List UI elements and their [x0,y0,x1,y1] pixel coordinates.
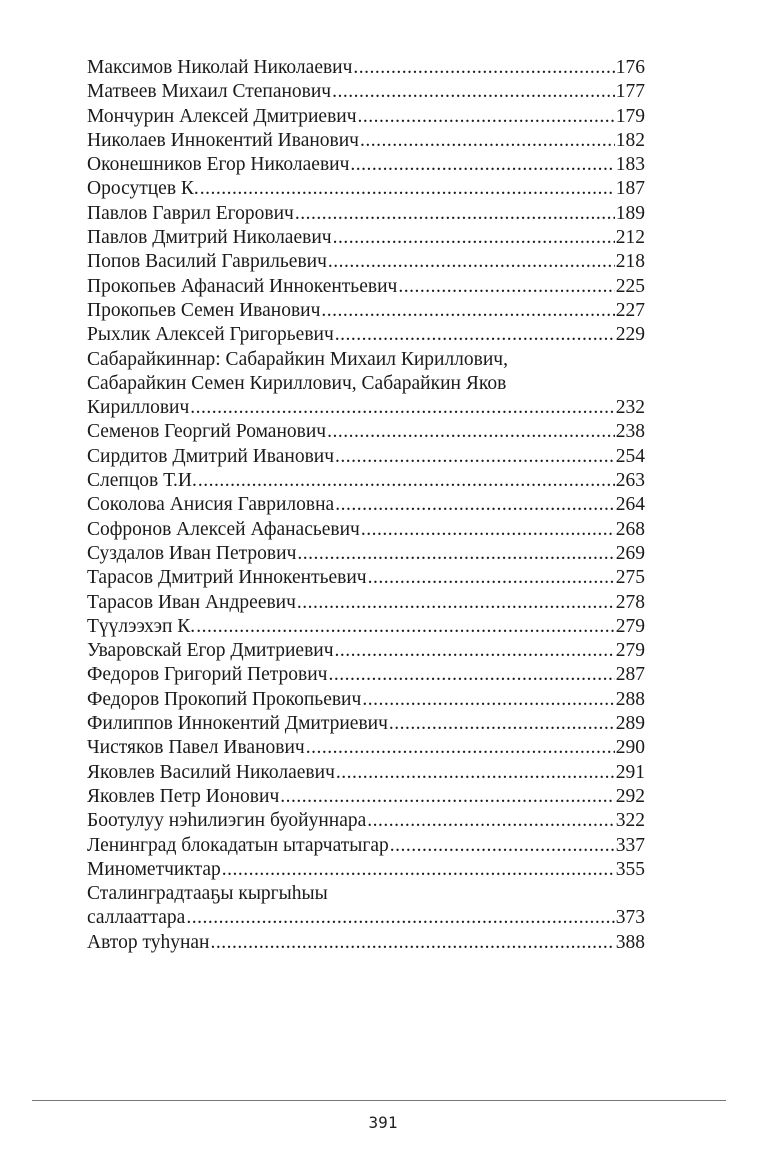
dot-leader [335,493,615,517]
dot-leader [321,299,614,323]
dot-leader [390,834,615,858]
toc-entry [87,834,645,858]
dot-leader [280,785,615,809]
toc-entry-page: 288 [615,688,645,710]
toc-entry-page: 212 [615,227,645,249]
toc-entry [87,105,645,129]
toc-entry [87,396,645,420]
toc-entry-page: 218 [615,251,645,273]
toc-entry-title: Федоров Григорий Петрович [87,664,328,686]
dot-leader [335,639,615,663]
dot-leader [222,858,615,882]
toc-entry [87,202,645,226]
dot-leader [335,323,615,347]
page-number: 391 [368,1113,398,1132]
toc-entry-title: Федоров Прокопий Прокопьевич [87,688,362,710]
toc-entry [87,323,645,347]
toc-entry [87,80,645,104]
toc-entry-page: 232 [615,397,645,419]
toc-entry [87,809,645,833]
toc-entry-page: 238 [615,421,645,443]
dot-leader [358,105,615,129]
toc-entry [87,615,645,639]
toc-entry [87,639,645,663]
toc-entry [87,275,645,299]
toc-entry-title: Кириллович [87,397,190,419]
dot-leader [333,226,615,250]
toc-entry-title: Слепцов Т.И. [87,470,197,492]
toc-entry-title: Мончурин Алексей Дмитриевич [87,105,357,127]
toc-entry [87,299,645,323]
toc-entry-title: Уваровскай Егор Дмитриевич [87,640,334,662]
dot-leader [329,663,615,687]
dot-leader [368,566,615,590]
dot-leader [196,615,615,639]
dot-leader [190,396,614,420]
toc-entry-page: 268 [615,518,645,540]
dot-leader [198,469,615,493]
toc-entry-page: 227 [615,299,645,321]
toc-entry-page: 388 [615,931,645,953]
toc-entry-page: 182 [615,129,645,151]
toc-entry [87,688,645,712]
toc-entry-title: Соколова Анисия Гавриловна [87,494,335,516]
dot-leader [335,445,615,469]
toc-entry-title: Софронов Алексей Афанасьевич [87,518,360,540]
toc-entry-title: Яковлев Василий Николаевич [87,761,335,783]
toc-entry-page: 229 [615,324,645,346]
toc-entry-title: Ленинград блокадатын ытарчатыгар [87,834,389,856]
toc-entry-page: 337 [615,834,645,856]
toc-entry-page: 279 [615,615,645,637]
dot-leader [200,177,615,201]
toc-entry-title: Сирдитов Дмитрий Иванович [87,445,335,467]
toc-entry [87,493,645,517]
toc-entry-page: 176 [615,57,645,78]
toc-entry-title: Прокопьев Афанасий Иннокентьевич [87,275,398,297]
toc-entry-title: Сабарайкин Семен Кириллович, Сабарайкин Яков [87,372,507,394]
toc-entry-title: Прокопьев Семен Иванович [87,299,321,321]
toc-entry [87,663,645,687]
toc-entry-page: 287 [615,664,645,686]
dot-leader [398,275,614,299]
toc-entry-page: 279 [615,640,645,662]
dot-leader [360,129,615,153]
toc-entry [87,226,645,250]
toc-entry [87,882,645,906]
dot-leader [353,56,614,80]
toc-entry [87,931,645,955]
toc-entry [87,420,645,444]
toc-entry-title: Сабарайкиннар: Сабарайкин Михаил Кириллович, [87,348,508,370]
dot-leader [295,202,615,226]
dot-leader [362,688,614,712]
toc-entry-page: 189 [615,202,645,224]
dot-leader [350,153,614,177]
toc-entry [87,56,645,80]
footer-divider [32,1100,726,1101]
toc-entry [87,542,645,566]
toc-entry [87,858,645,882]
toc-entry-page: 291 [615,761,645,783]
toc-entry [87,177,645,201]
toc-entry [87,518,645,542]
toc-entry-title: Максимов Николай Николаевич [87,57,353,78]
toc-entry-title: Сталинградтааҕы кыргыһыы [87,883,328,905]
toc-entry-title: Павлов Гаврил Егорович [87,202,294,224]
toc-entry-page: 225 [615,275,645,297]
toc-entry [87,591,645,615]
toc-entry [87,250,645,274]
dot-leader [210,931,614,955]
toc-entry-page: 355 [615,858,645,880]
toc-entry [87,785,645,809]
toc-entry-page: 254 [615,445,645,467]
toc-entry-title: Яковлев Петр Ионович [87,785,280,807]
toc-entry-title: Тарасов Дмитрий Иннокентьевич [87,567,367,589]
toc-entry-title: Матвеев Михаил Степанович [87,81,332,103]
toc-entry-title: Боотулуу нэһилиэгин буойуннара [87,810,367,832]
toc-entry-title: Семенов Георгий Романович [87,421,327,443]
toc-entry-title: Автор туһунан [87,931,210,953]
toc-entry [87,445,645,469]
toc-entry-title: саллааттара [87,907,186,929]
dot-leader [297,542,614,566]
toc-entry [87,712,645,736]
dot-leader [297,591,615,615]
toc-entry-page: 322 [615,810,645,832]
toc-entry [87,153,645,177]
dot-leader [328,250,615,274]
toc-entry [87,348,645,372]
toc-entry-page: 292 [615,785,645,807]
toc-entry-page: 179 [615,105,645,127]
toc-entry-page: 278 [615,591,645,613]
toc-entry-page: 289 [615,713,645,735]
toc-entry-page: 275 [615,567,645,589]
toc-entry-page: 183 [615,154,645,176]
toc-entry [87,736,645,760]
toc-entry-page: 263 [615,470,645,492]
toc-entry-title: Суздалов Иван Петрович [87,542,297,564]
dot-leader [327,420,615,444]
toc-entry-title: Филиппов Иннокентий Дмитриевич [87,713,388,735]
dot-leader [332,80,615,104]
dot-leader [336,761,615,785]
toc-entry-title: Тарасов Иван Андреевич [87,591,296,613]
toc-entry-title: Чистяков Павел Иванович [87,737,305,759]
toc-entry-title: Попов Василий Гаврильевич [87,251,327,273]
toc-entry-page: 187 [615,178,645,200]
toc-entry-page: 264 [615,494,645,516]
toc-entry-page: 177 [615,81,645,103]
toc-entry [87,469,645,493]
toc-entry-title: Түүлээхэп К. [87,615,196,637]
toc-entry [87,566,645,590]
toc-entry-title: Николаев Иннокентий Иванович [87,129,359,151]
toc-entry-title: Павлов Дмитрий Николаевич [87,227,332,249]
toc-entry-title: Оконешников Егор Николаевич [87,154,350,176]
toc-entry-page: 290 [615,737,645,759]
dot-leader [186,906,614,930]
toc-entry [87,129,645,153]
toc-entry-page: 269 [615,542,645,564]
dot-leader [367,809,614,833]
toc-entry [87,906,645,930]
toc-entry-page: 373 [615,907,645,929]
dot-leader [389,712,615,736]
toc-entry [87,761,645,785]
toc-entry [87,372,645,396]
dot-leader [306,736,615,760]
toc-entry-title: Рыхлик Алексей Григорьевич [87,324,334,346]
dot-leader [361,518,615,542]
table-of-contents [87,56,645,955]
toc-entry-title: Оросутцев К. [87,178,199,200]
toc-entry-title: Минометчиктар [87,858,221,880]
